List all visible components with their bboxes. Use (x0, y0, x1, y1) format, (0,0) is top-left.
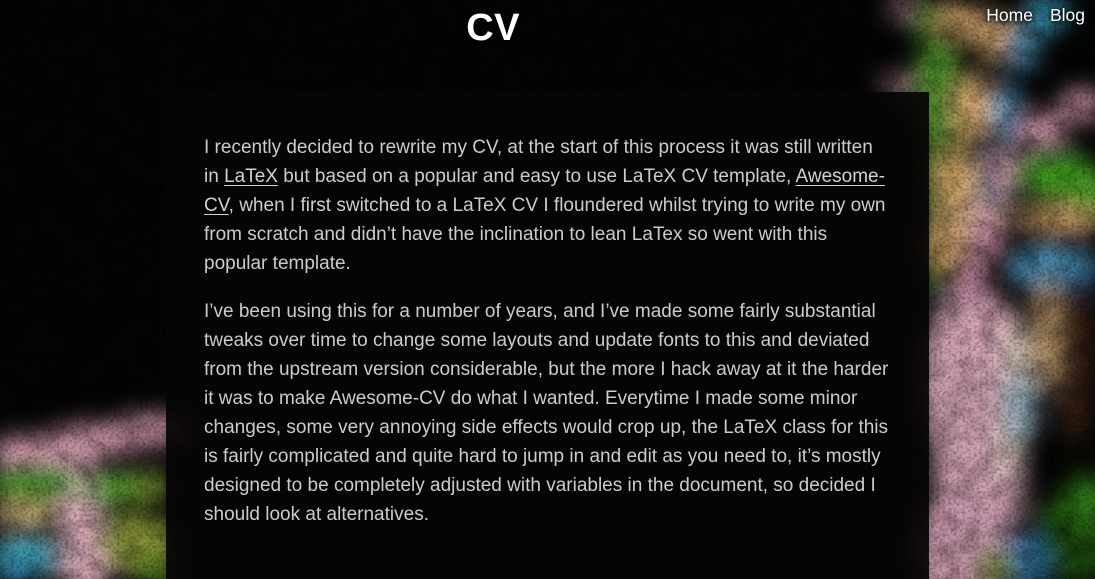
paragraph-1 (204, 133, 890, 278)
p1-text-2: but based on a popular and easy to use LaTeX CV template, (277, 166, 796, 187)
paragraph-2: I’ve been using this for a number of years, and I’ve made some fairly substantial tweaks over time to change some layouts and update fonts to this and deviated from the upstream version considerable, but the more I hack away at it the harder it was to make Awesome-CV do what I wanted. Everytime I made some minor changes, some very annoying side effects would crop up, the LaTeX class for this is fairly complicated and quite hard to jump in and edit as you need to, it’s mostly designed to be completely adjusted with variables in the document, so decided I should look at alternatives. (204, 301, 889, 525)
site-header (0, 0, 1095, 50)
nav-link-blog[interactable]: Blog (1049, 5, 1085, 25)
latex-link[interactable]: LaTeX (224, 166, 278, 187)
top-nav (986, 0, 1095, 26)
awesome-cv-link[interactable]: Awesome-CV (204, 166, 885, 216)
p1-text-3: , when I first switched to a LaTeX CV I floundered whilst trying to write my own from scratch and didn’t have the inclination to lean LaTex so went with this popular template. (204, 195, 886, 274)
page-title: CV (466, 7, 521, 49)
article-card (166, 92, 929, 579)
p1-text-1: I recently decided to rewrite my CV, at the start of this process it was still written in (204, 137, 873, 187)
nav-link-home[interactable]: Home (986, 5, 1033, 25)
